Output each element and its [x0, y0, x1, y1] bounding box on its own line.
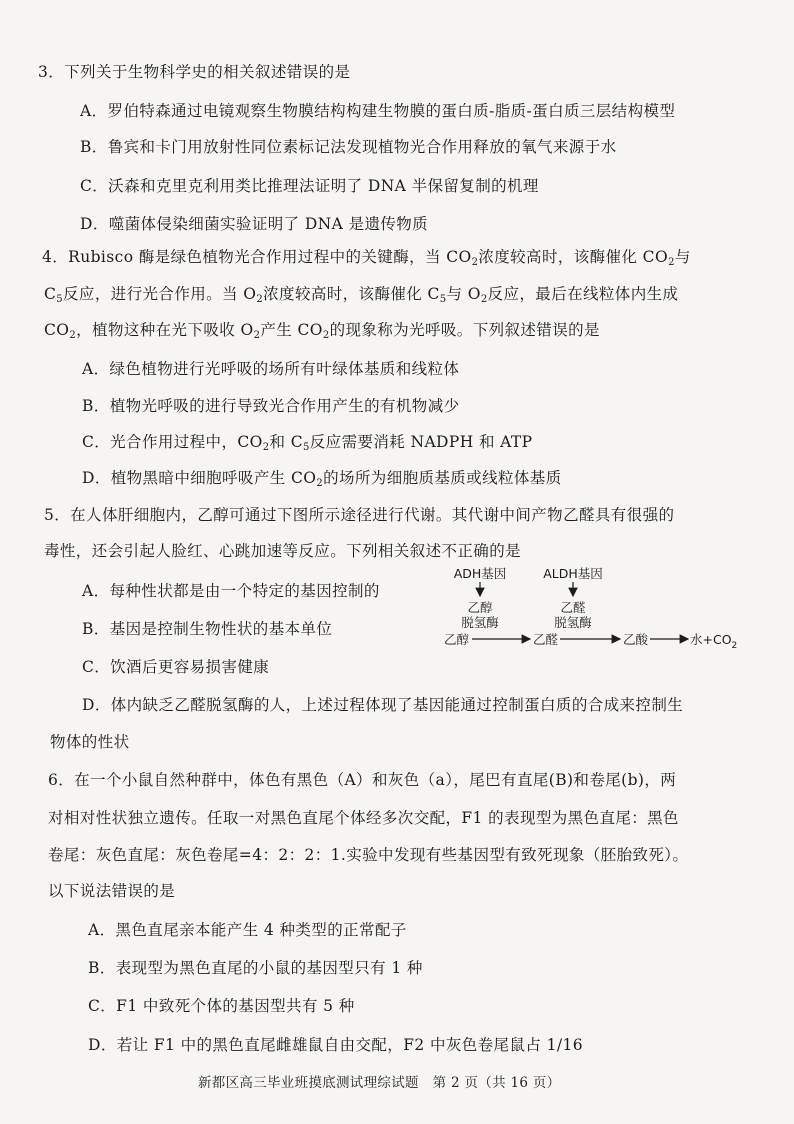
q3-option-a: A．罗伯特森通过电镜观察生物膜结构构建生物膜的蛋白质-脂质-蛋白质三层结构模型: [80, 102, 676, 120]
q6-option-b: B．表现型为黑色直尾的小鼠的基因型只有 1 种: [88, 959, 423, 977]
q5-stem-line2: 毒性，还会引起人脸红、心跳加速等反应。下列相关叙述不正确的是: [44, 542, 522, 560]
enzyme2-label-line2: 脱氢酶: [554, 615, 592, 630]
product-water-co2: 水$+CO_2$: [690, 632, 738, 651]
page-footer: 新都区高三毕业班摸底测试理综试题 第 2 页（共 16 页）: [198, 1075, 561, 1091]
q4-stem-line2: $C_5$反应，进行光合作用。当 $O_2$浓度较高时，该酶催化 $C_5$与 $O_2$反应，最后在线粒体内生成: [44, 285, 679, 305]
q6-option-c: C．F1 中致死个体的基因型共有 5 种: [88, 997, 355, 1015]
q6-stem-line3: 卷尾：灰色直尾：灰色卷尾=4：2：2：1.实验中发现有些基因型有致死现象（胚胎致死）。: [48, 846, 689, 864]
q6-stem-line1: 6．在一个小鼠自然种群中，体色有黑色（A）和灰色（a），尾巴有直尾(B)和卷尾(b)，两: [48, 771, 677, 789]
enzyme1-label-line2: 脱氢酶: [461, 615, 499, 630]
q3-option-d: D．噬菌体侵染细菌实验证明了 DNA 是遗传物质: [80, 215, 429, 233]
q4-stem-line3: $CO_2$，植物这种在光下吸收 $O_2$产生 $CO_2$的现象称为光呼吸。下列叙述错误的是: [44, 321, 600, 341]
aldh-gene-label: ALDH基因: [543, 566, 603, 581]
q5-stem-line1: 5．在人体肝细胞内，乙醇可通过下图所示途径进行代谢。其代谢中间产物乙醛具有很强的: [44, 506, 675, 524]
q3-option-c: C．沃森和克里克利用类比推理法证明了 DNA 半保留复制的机理: [80, 177, 539, 195]
q6-option-d: D．若让 F1 中的黑色直尾雌雄鼠自由交配，F2 中灰色卷尾鼠占 1/16: [88, 1036, 583, 1054]
q4-option-c: C．光合作用过程中，$CO_2$和 $C_5$反应需要消耗 NADPH 和 ATP: [82, 433, 533, 453]
substrate-acetaldehyde: 乙醛: [533, 632, 559, 647]
q3-option-b: B．鲁宾和卡门用放射性同位素标记法发现植物光合作用释放的氧气来源于水: [80, 138, 617, 156]
q6-stem-line2: 对相对性状独立遗传。任取一对黑色直尾个体经多次交配，F1 的表现型为黑色直尾：黑色: [48, 809, 679, 827]
enzyme1-label-line1: 乙醇: [467, 600, 493, 615]
q4-option-b: B．植物光呼吸的进行导致光合作用产生的有机物减少: [82, 397, 460, 415]
q5-option-a: A．每种性状都是由一个特定的基因控制的: [82, 582, 380, 600]
q6-stem-line4: 以下说法错误的是: [48, 882, 176, 900]
q5-option-d-line1: D．体内缺乏乙醛脱氢酶的人，上述过程体现了基因能通过控制蛋白质的合成来控制生: [82, 696, 684, 714]
enzyme2-label-line1: 乙醛: [560, 600, 586, 615]
q4-option-d: D．植物黑暗中细胞呼吸产生 $CO_2$的场所为细胞质基质或线粒体基质: [82, 469, 562, 489]
ethanol-metabolism-diagram: [440, 566, 740, 666]
substrate-ethanol: 乙醇: [444, 632, 470, 647]
substrate-acetic-acid: 乙酸: [623, 632, 649, 647]
q4-option-a: A．绿色植物进行光呼吸的场所有叶绿体基质和线粒体: [82, 360, 460, 378]
q5-option-b: B．基因是控制生物性状的基本单位: [82, 620, 333, 638]
adh-gene-label: ADH基因: [453, 566, 507, 581]
q5-option-d-line2: 物体的性状: [50, 733, 130, 751]
q6-option-a: A．黑色直尾亲本能产生 4 种类型的正常配子: [88, 921, 407, 939]
q4-stem-line1: 4．Rubisco 酶是绿色植物光合作用过程中的关键酶，当 $CO_2$浓度较高时，该酶催化 $CO_2$与: [42, 248, 691, 268]
q3-stem: 3．下列关于生物科学史的相关叙述错误的是: [38, 63, 351, 81]
q5-option-c: C．饮酒后更容易损害健康: [82, 658, 270, 676]
